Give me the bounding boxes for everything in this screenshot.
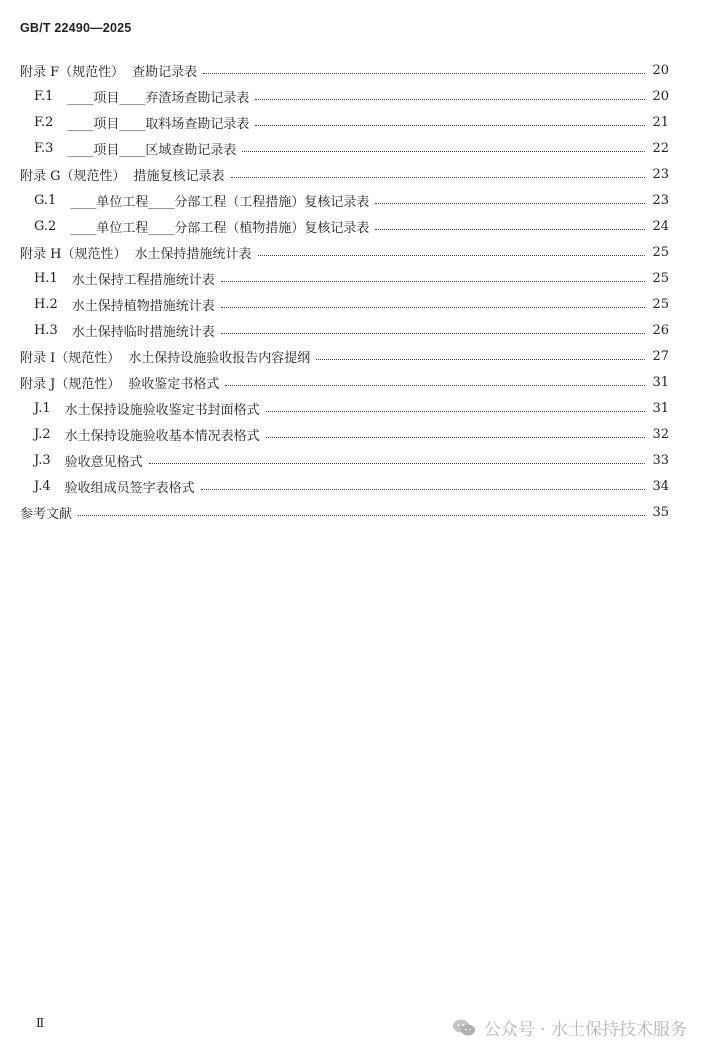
toc-entry[interactable] <box>0 187 707 213</box>
toc-entry-title: 水土保持措施统计表 <box>134 246 252 262</box>
toc-entry-title: ____单位工程____分部工程（工程措施）复核记录表 <box>70 194 370 210</box>
toc-entry-page: 34 <box>652 478 669 494</box>
toc-entry-page: 25 <box>652 270 669 286</box>
standard-code: GB/T 22490—2025 <box>20 21 132 35</box>
toc-entry-number: G.1 <box>34 192 57 208</box>
toc-entry-title: 水土保持设施验收报告内容提纲 <box>128 350 311 366</box>
page-number: Ⅱ <box>36 1016 45 1030</box>
dot-leader <box>316 359 645 360</box>
toc-entry-title: ____单位工程____分部工程（植物措施）复核记录表 <box>70 220 370 236</box>
toc-entry-number: J.4 <box>34 478 51 494</box>
dot-leader <box>203 73 645 74</box>
toc-entry-title: 参考文献 <box>20 506 73 522</box>
dot-leader <box>255 125 645 126</box>
toc-entry[interactable] <box>0 291 707 317</box>
toc-entry-title: ____项目____取料场查勘记录表 <box>67 116 250 132</box>
toc-entry-page: 31 <box>652 400 669 416</box>
watermark-text: 公众号 · 水土保持技术服务 <box>483 1020 687 1040</box>
toc-entry-number: 附录 G（规范性） <box>20 168 126 184</box>
toc-entry-page: 25 <box>652 244 669 260</box>
toc-entry[interactable] <box>0 83 707 109</box>
toc-entry-title: 水土保持植物措施统计表 <box>71 298 215 314</box>
dot-leader <box>225 385 645 386</box>
dot-leader <box>255 99 645 100</box>
toc-entry-number: H.2 <box>34 296 58 312</box>
dot-leader <box>266 437 645 438</box>
toc-entry[interactable] <box>0 369 707 395</box>
toc-entry-page: 24 <box>652 218 669 234</box>
toc-entry-number: 附录 J（规范性） <box>20 376 121 392</box>
toc-entry-page: 23 <box>652 166 669 182</box>
toc-entry-page: 23 <box>652 192 669 208</box>
dot-leader <box>375 229 645 230</box>
toc-entry-title: 水土保持设施验收鉴定书封面格式 <box>64 402 260 418</box>
toc-entry-number: G.2 <box>34 218 57 234</box>
toc-entry-page: 31 <box>652 374 669 390</box>
toc-entry[interactable] <box>0 265 707 291</box>
toc-entry[interactable] <box>0 135 707 161</box>
dot-leader <box>221 281 645 282</box>
toc-entry-title: ____项目____弃渣场查勘记录表 <box>67 90 250 106</box>
toc-entry[interactable] <box>0 109 707 135</box>
toc-entry[interactable] <box>0 473 707 499</box>
dot-leader <box>221 333 645 334</box>
toc-entry-number: J.3 <box>34 452 51 468</box>
toc-entry-title: 验收鉴定书格式 <box>128 376 220 392</box>
toc-entry-title: 措施复核记录表 <box>133 168 225 184</box>
toc-entry[interactable] <box>0 239 707 265</box>
toc-entry[interactable] <box>0 499 707 525</box>
toc-entry-page: 27 <box>652 348 669 364</box>
dot-leader <box>78 515 645 516</box>
toc-entry-number: 附录 I（规范性） <box>20 350 121 366</box>
toc-entry-title: 验收组成员签字表格式 <box>64 480 195 496</box>
toc-entry-number: 附录 F（规范性） <box>20 64 125 80</box>
toc-entry[interactable] <box>0 161 707 187</box>
toc-entry-title: ____项目____区域查勘记录表 <box>67 142 237 158</box>
toc-entry-page: 22 <box>652 140 669 156</box>
toc-entry-title: 水土保持设施验收基本情况表格式 <box>64 428 260 444</box>
dot-leader <box>231 177 645 178</box>
toc-entry[interactable] <box>0 447 707 473</box>
toc-entry-number: F.1 <box>34 88 54 104</box>
toc-entry-number: H.1 <box>34 270 58 286</box>
toc-entry-number: J.1 <box>34 400 51 416</box>
wechat-icon <box>452 1018 476 1038</box>
toc-entry[interactable] <box>0 421 707 447</box>
toc-entry-title: 查勘记录表 <box>132 64 198 80</box>
toc-entry-number: 附录 H（规范性） <box>20 246 127 262</box>
toc-entry-title: 水土保持临时措施统计表 <box>71 324 215 340</box>
dot-leader <box>266 411 645 412</box>
toc-entry-page: 20 <box>652 62 669 78</box>
toc-entry-page: 25 <box>652 296 669 312</box>
dot-leader <box>149 463 645 464</box>
dot-leader <box>242 151 645 152</box>
toc-entry-page: 32 <box>652 426 669 442</box>
watermark <box>452 1015 687 1040</box>
dot-leader <box>201 489 645 490</box>
toc-entry[interactable] <box>0 57 707 83</box>
toc-entry-page: 26 <box>652 322 669 338</box>
toc-entry-page: 20 <box>652 88 669 104</box>
toc-entry-number: F.2 <box>34 114 54 130</box>
toc-entry-page: 21 <box>652 114 669 130</box>
toc-entry[interactable] <box>0 213 707 239</box>
toc-entry-number: F.3 <box>34 140 54 156</box>
toc-entry-page: 33 <box>652 452 669 468</box>
toc-entry-title: 验收意见格式 <box>64 454 143 470</box>
dot-leader <box>258 255 646 256</box>
toc-entry-number: J.2 <box>34 426 51 442</box>
dot-leader <box>375 203 645 204</box>
toc-entry-page: 35 <box>652 504 669 520</box>
toc-entry[interactable] <box>0 317 707 343</box>
toc-entry-number: H.3 <box>34 322 58 338</box>
toc-entry[interactable] <box>0 343 707 369</box>
toc-entry-title: 水土保持工程措施统计表 <box>71 272 215 288</box>
dot-leader <box>221 307 645 308</box>
toc-entry[interactable] <box>0 395 707 421</box>
